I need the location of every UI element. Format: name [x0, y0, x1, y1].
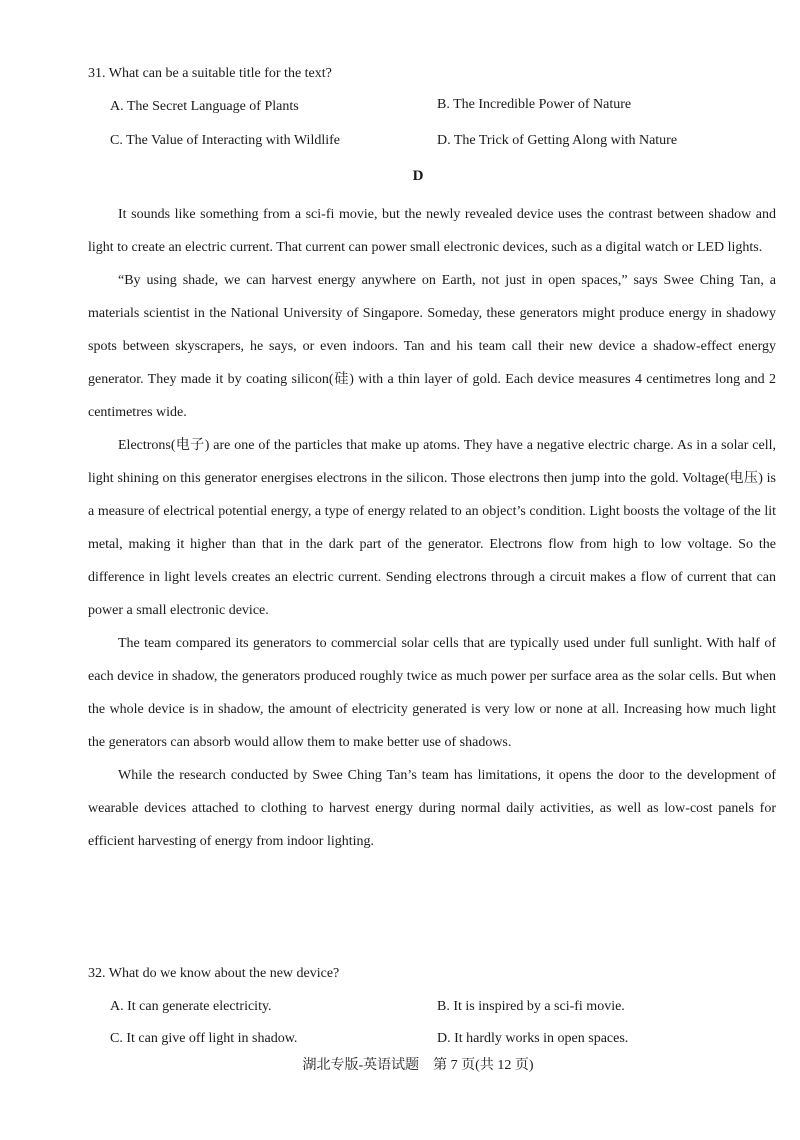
- question-31-option-b: B. The Incredible Power of Nature: [437, 97, 632, 112]
- question-32-option-b: B. It is inspired by a sci-fi movie.: [437, 999, 625, 1014]
- question-31-option-d: D. The Trick of Getting Along with Nature: [437, 133, 678, 148]
- passage-paragraph: While the research conducted by Swee Ching Tan’s team has limitations, it opens the door to the development of wearable devices attached to clothing to harvest energy during normal daily activities, as well as low-cost panels for efficient harvesting of energy from indoor lighting.: [88, 768, 776, 849]
- question-31-option-a: A. The Secret Language of Plants: [110, 99, 299, 114]
- section-letter: D: [412, 168, 424, 184]
- passage-paragraph: “By using shade, we can harvest energy anywhere on Earth, not just in open spaces,” says Swee Ching Tan, a materials scientist in the National University of Singapore. Someday, these generators might produce energy in shadowy spots between skyscrapers, he says, or even indoors. Tan and his team call their new device a shadow-effect energy generator. They made it by coating silicon(硅) with a thin layer of gold. Each device measures 4 centimetres long and 2 centimetres wide.: [88, 273, 776, 420]
- reading-passage: [88, 198, 776, 858]
- question-32-option-c: C. It can give off light in shadow.: [110, 1031, 298, 1046]
- question-32-stem: 32. What do we know about the new device?: [88, 966, 340, 981]
- passage-paragraph: Electrons(电子) are one of the particles that make up atoms. They have a negative electric charge. As in a solar cell, light shining on this generator energises electrons in the silicon. Those electrons then jump into the gold. Voltage(电压) is a measure of electrical potential energy, a type of energy related to an object’s condition. Light boosts the voltage of the lit metal, making it higher than that in the dark part of the generator. Electrons flow from high to low voltage. So the difference in light levels creates an electric current. Sending electrons through a circuit makes a flow of current that can power a small electronic device.: [88, 438, 776, 618]
- passage-paragraph: It sounds like something from a sci-fi movie, but the newly revealed device uses the contrast between shadow and light to create an electric current. That current can power small electronic devices, such as a digital watch or LED lights.: [88, 207, 776, 255]
- question-31-stem: 31. What can be a suitable title for the text?: [88, 66, 332, 81]
- page-footer: 湖北专版-英语试题 第 7 页(共 12 页): [302, 1058, 534, 1073]
- question-32-option-a: A. It can generate electricity.: [110, 999, 272, 1014]
- passage-paragraph: The team compared its generators to commercial solar cells that are typically used under full sunlight. With half of each device in shadow, the generators produced roughly twice as much power per surface area as the solar cells. But when the whole device is in shadow, the amount of electricity generated is very low or none at all. Increasing how much light the generators can absorb would allow them to make better use of shadows.: [88, 636, 776, 750]
- question-31-option-c: C. The Value of Interacting with Wildlife: [110, 133, 340, 148]
- question-32-option-d: D. It hardly works in open spaces.: [437, 1031, 629, 1046]
